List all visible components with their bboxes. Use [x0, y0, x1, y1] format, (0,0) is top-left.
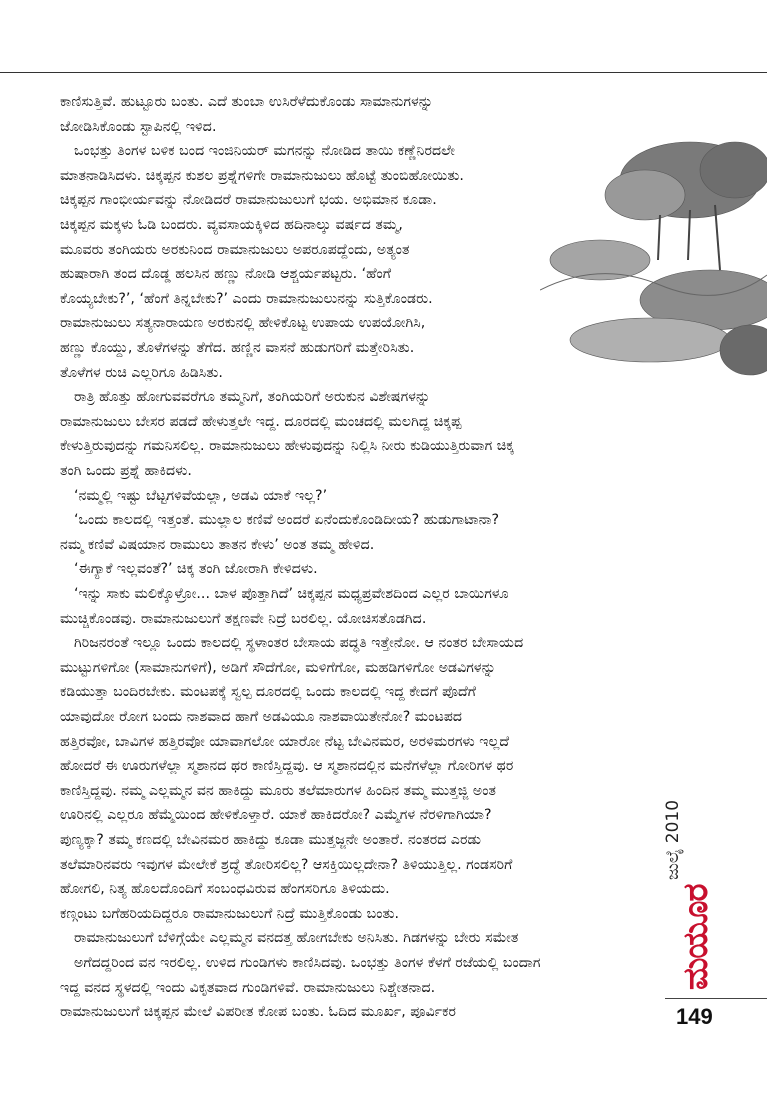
- text-line: ಮೂವರು ತಂಗಿಯರು ಅರಕುನಿಂದ ರಾಮಾನುಜುಲು ಅಪರೂಪದ್ದೆಂದು, ಅತ್ಯಂತ: [60, 241, 410, 258]
- text-line: ಅಗೆದದ್ದರಿಂದ ವನ ಇರಲಿಲ್ಲ. ಉಳಿದ ಗುಂಡಿಗಳು ಕಾಣಿಸಿದವು. ಒಂಭತ್ತು ತಿಂಗಳ ಕೆಳಗೆ ರಜೆಯಲ್ಲಿ ಬಂದಾಗ: [74, 955, 541, 971]
- text-line: ಗಿರಿಜನರಂತೆ ಇಲ್ಲೂ ಒಂದು ಕಾಲದಲ್ಲಿ ಸ್ಥಳಾಂತರ ಬೇಸಾಯ ಪದ್ಧತಿ ಇತ್ತೇನೋ. ಆ ನಂತರ ಬೇಸಾಯದ: [74, 635, 524, 652]
- text-line: ಕಡಿಯುತ್ತಾ ಬಂದಿರಬೇಕು. ಮಂಟಪಕ್ಕೆ ಸ್ವಲ್ಪ ದೂರದಲ್ಲಿ ಒಂದು ಕಾಲದಲ್ಲಿ ಇದ್ದ ಕೇದಗೆ ಪೊದೆಗೆ: [60, 684, 476, 701]
- text-line: ಕಾಣಿಸ್ತಿದ್ದವು. ನಮ್ಮ ಎಲ್ಲಮ್ಮನ ವನ ಹಾಕಿದ್ದು ಮೂರು ತಲೆಮಾರುಗಳ ಹಿಂದಿನ ತಮ್ಮ ಮುತ್ತಜ್ಜಿ ಅಂತ: [60, 782, 497, 799]
- text-line: ಕೊಯ್ಯಬೇಕು?’, ‘ಹೆಂಗೆ ತಿನ್ನಬೇಕು?’ ಎಂದು ರಾಮಾನುಜುಲುನನ್ನು ಸುತ್ತಿಕೊಂಡರು.: [60, 290, 433, 307]
- text-line: ಹೋದರೆ ಈ ಊರುಗಳೆಲ್ಲಾ ಸ್ಮಶಾನದ ಥರ ಕಾಣಿಸ್ತಿದ್ದವು. ಆ ಸ್ಮಶಾನದಲ್ಲಿನ ಮನೆಗಳೆಲ್ಲಾ ಗೋರಿಗಳ ಥರ: [60, 758, 514, 775]
- page-number: 149: [676, 1004, 713, 1029]
- text-line: ‘ಇನ್ನು ಸಾಕು ಮಲಿಕ್ಕೊಳ್ರೋ... ಬಾಳ ಪೊತ್ತಾಗಿದೆ’ ಚಿಕ್ಕಪ್ಪನ ಮಧ್ಯಪ್ರವೇಶದಿಂದ ಎಲ್ಲರ ಬಾಯಿಗಳೂ: [74, 586, 509, 602]
- top-rule: [0, 72, 767, 73]
- magazine-name: ಮಯೂರ: [676, 884, 716, 990]
- text-line: ಇದ್ದ ವನದ ಸ್ಥಳದಲ್ಲಿ ಇಂದು ವಿಕೃತವಾದ ಗುಂಡಿಗಳಿವೆ. ರಾಮಾನುಜುಲು ನಿಶ್ಚೇತನಾದ.: [60, 979, 436, 996]
- text-line: ಯಾವುದೋ ರೋಗ ಬಂದು ನಾಶವಾದ ಹಾಗೆ ಅಡವಿಯೂ ನಾಶವಾಯಿತೇನೋ? ಮಂಟಪದ: [60, 709, 463, 725]
- text-line: ನಮ್ಮ ಕಣಿವೆ ವಿಷಯಾನ ರಾಮುಲು ತಾತನ ಕೇಳು’ ಅಂತ ತಮ್ಮ ಹೇಳಿದ.: [60, 536, 375, 553]
- text-line: ರಾಮಾನುಜುಲುಗೆ ಚಿಕ್ಕಪ್ಪನ ಮೇಲೆ ವಿಪರೀತ ಕೋಪ ಬಂತು. ಓದಿದ ಮೂರ್ಖ, ಪೂರ್ವಿಕರ: [60, 1004, 456, 1021]
- text-line: ಮುಟ್ಟುಗಳಿಗೋ (ಸಾಮಾನುಗಳಿಗೆ), ಅಡಿಗೆ ಸೌದೆಗೋ, ಮಳಿಗೆಗೋ, ಮಹಡಿಗಳಿಗೋ ಅಡವಿಗಳನ್ನು: [60, 659, 496, 676]
- text-line: ಹತ್ತಿರವೋ, ಬಾವಿಗಳ ಹತ್ತಿರವೋ ಯಾವಾಗಲೋ ಯಾರೋ ನೆಟ್ಟ ಬೇವಿನಮರ, ಅರಳಿಮರಗಳು ಇಲ್ಲದೆ: [60, 733, 510, 750]
- text-line: ತಂಗಿ ಒಂದು ಪ್ರಶ್ನೆ ಹಾಕಿದಳು.: [60, 463, 192, 479]
- text-line: ಕೇಳುತ್ತಿರುವುದನ್ನು ಗಮನಿಸಲಿಲ್ಲ. ರಾಮಾನುಜುಲು ಹೇಳುವುದನ್ನು ನಿಲ್ಲಿಸಿ ನೀರು ಕುಡಿಯುತ್ತಿರುವಾಗ ಚಿಕ್ಕ: [60, 438, 515, 455]
- text-line: ‘ಒಂದು ಕಾಲದಲ್ಲಿ ಇತ್ತಂತೆ. ಮುಲ್ಲಾಲ ಕಣಿವೆ ಅಂದರೆ ಏನೆಂದುಕೊಂಡಿದೀಯ? ಹುಡುಗಾಟಾನಾ?: [74, 512, 500, 529]
- issue-date: ಜುಲೈ 2010: [663, 799, 683, 880]
- text-line: ಮುಚ್ಚಿಕೊಂಡವು. ರಾಮಾನುಜುಲುಗೆ ತಕ್ಷಣವೇ ನಿದ್ರೆ ಬರಲಿಲ್ಲ. ಯೋಚಿಸತೊಡಗಿದ.: [60, 610, 427, 627]
- text-line: ಊರಿನಲ್ಲಿ ಎಲ್ಲರೂ ಹೆಮ್ಮೆಯಿಂದ ಹೇಳಿಕೊಳ್ತಾರೆ. ಯಾಕೆ ಹಾಕಿದರೋ? ಎಮ್ಮೆಗಳ ನೆರಳಿಗಾಗಿಯಾ?: [60, 807, 492, 824]
- text-line: ತೊಳೆಗಳ ರುಚಿ ಎಲ್ಲರಿಗೂ ಹಿಡಿಸಿತು.: [60, 364, 223, 381]
- text-line: ಹೋಗಲಿ, ನಿತ್ಯ ಹೊಲದೊಂದಿಗೆ ಸಂಬಂಧವಿರುವ ಹೆಂಗಸರಿಗೂ ತಿಳಿಯದು.: [60, 881, 390, 898]
- footer-rule: [665, 998, 767, 999]
- text-line: ಜೋಡಿಸಿಕೊಂಡು ಸ್ಟಾಪಿನಲ್ಲಿ ಇಳಿದ.: [60, 118, 217, 135]
- text-line: ಪುಣ್ಯಕ್ಕಾ? ತಮ್ಮ ಕಣದಲ್ಲಿ ಬೇವಿನಮರ ಹಾಕಿದ್ದು ಕೂಡಾ ಮುತ್ತಜ್ಜನೇ ಅಂತಾರೆ. ನಂತರದ ಎರಡು: [60, 832, 482, 848]
- text-line: ಚಿಕ್ಕಪ್ಪನ ಗಾಂಭೀರ್ಯವನ್ನು ನೋಡಿದರೆ ರಾಮಾನುಜುಲುಗೆ ಭಯ. ಅಭಿಮಾನ ಕೂಡಾ.: [60, 192, 437, 209]
- text-line: ಕಣ್ಗಂಟು ಬಗೆಹರಿಯದಿದ್ದರೂ ರಾಮಾನುಜುಲುಗೆ ನಿದ್ರೆ ಮುತ್ತಿಕೊಂಡು ಬಂತು.: [60, 905, 400, 922]
- text-line: ‘ನಮ್ಮಲ್ಲಿ ಇಷ್ಟು ಬೆಟ್ಟಗಳಿವೆಯಲ್ಲಾ, ಅಡವಿ ಯಾಕೆ ಇಲ್ಲ?’: [74, 487, 328, 504]
- text-line: ಕಾಣಿಸುತ್ತಿವೆ. ಹುಟ್ಟೂರು ಬಂತು. ಎದೆ ತುಂಬಾ ಉಸಿರೆಳೆದುಕೊಂಡು ಸಾಮಾನುಗಳನ್ನು: [60, 94, 434, 110]
- text-line: ರಾಮಾನುಜುಲು ಬೇಸರ ಪಡದೆ ಹೇಳುತ್ತಲೇ ಇದ್ದ. ದೂರದಲ್ಲಿ ಮಂಚದಲ್ಲಿ ಮಲಗಿದ್ದ ಚಿಕ್ಕಪ್ಪ: [60, 413, 462, 430]
- text-line: ಒಂಭತ್ತು ತಿಂಗಳ ಬಳಿಕ ಬಂದ ಇಂಜಿನಿಯರ್ ಮಗನನ್ನು ನೋಡಿದ ತಾಯಿ ಕಣ್ಣೆನಿರದಲೇ: [74, 143, 455, 160]
- text-line: ಮಾತನಾಡಿಸಿದಳು. ಚಿಕ್ಕಪ್ಪನ ಕುಶಲ ಪ್ರಶ್ನೆಗಳಿಗೇ ರಾಮಾನುಜುಲು ಹೊಟ್ಟೆ ತುಂಬಿಹೋಯಿತು.: [60, 167, 464, 184]
- text-line: ಹಣ್ಣು ಕೊಯ್ದು, ತೊಳೆಗಳನ್ನು ತೆಗೆದ. ಹಣ್ಣಿನ ವಾಸನೆ ಹುಡುಗರಿಗೆ ಮತ್ತೇರಿಸಿತು.: [60, 340, 415, 356]
- text-line: ಚಿಕ್ಕಪ್ಪನ ಮಕ್ಕಳು ಓಡಿ ಬಂದರು. ವ್ಯವಸಾಯಕ್ಕಿಳಿದ ಹದಿನಾಲ್ಕು ವರ್ಷದ ತಮ್ಮ,: [60, 217, 403, 233]
- text-line: ರಾತ್ರಿ ಹೊತ್ತು ಹೋಗುವವರೆಗೂ ತಮ್ಮನಿಗೆ, ತಂಗಿಯರಿಗೆ ಅರುಕುನ ವಿಶೇಷಗಳನ್ನು: [74, 389, 431, 406]
- text-line: ರಾಮಾನುಜುಲುಗೆ ಬೆಳಿಗ್ಗೆಯೇ ಎಲ್ಲಮ್ಮನ ವನದತ್ತ ಹೋಗಬೇಕು ಅನಿಸಿತು. ಗಿಡಗಳನ್ನು ಬೇರು ಸಮೇತ: [74, 930, 519, 947]
- text-line: ತಲೆಮಾರಿನವರು ಇವುಗಳ ಮೇಲೇಕೆ ಶ್ರದ್ಧೆ ತೋರಿಸಲಿಲ್ಲ? ಆಸಕ್ತಿಯಿಲ್ಲದೇನಾ? ತಿಳಿಯುತ್ತಿಲ್ಲ. ಗಂಡಸರಿಗೆ: [60, 856, 513, 873]
- text-line: ಹುಷಾರಾಗಿ ತಂದ ದೊಡ್ಡ ಹಲಸಿನ ಹಣ್ಣು ನೋಡಿ ಆಶ್ಚರ್ಯಪಟ್ಟರು. ‘ಹೆಂಗೆ: [60, 266, 392, 283]
- text-line: ‘ಈಗ್ಯಾಕೆ ಇಲ್ಲವಂತೆ?’ ಚಿಕ್ಕ ತಂಗಿ ಜೋರಾಗಿ ಕೇಳಿದಳು.: [74, 561, 318, 578]
- text-line: ರಾಮಾನುಜುಲು ಸತ್ಯನಾರಾಯಣ ಅರಕುನಲ್ಲಿ ಹೇಳಿಕೊಟ್ಟ ಉಪಾಯ ಉಪಯೋಗಿಸಿ,: [60, 315, 426, 332]
